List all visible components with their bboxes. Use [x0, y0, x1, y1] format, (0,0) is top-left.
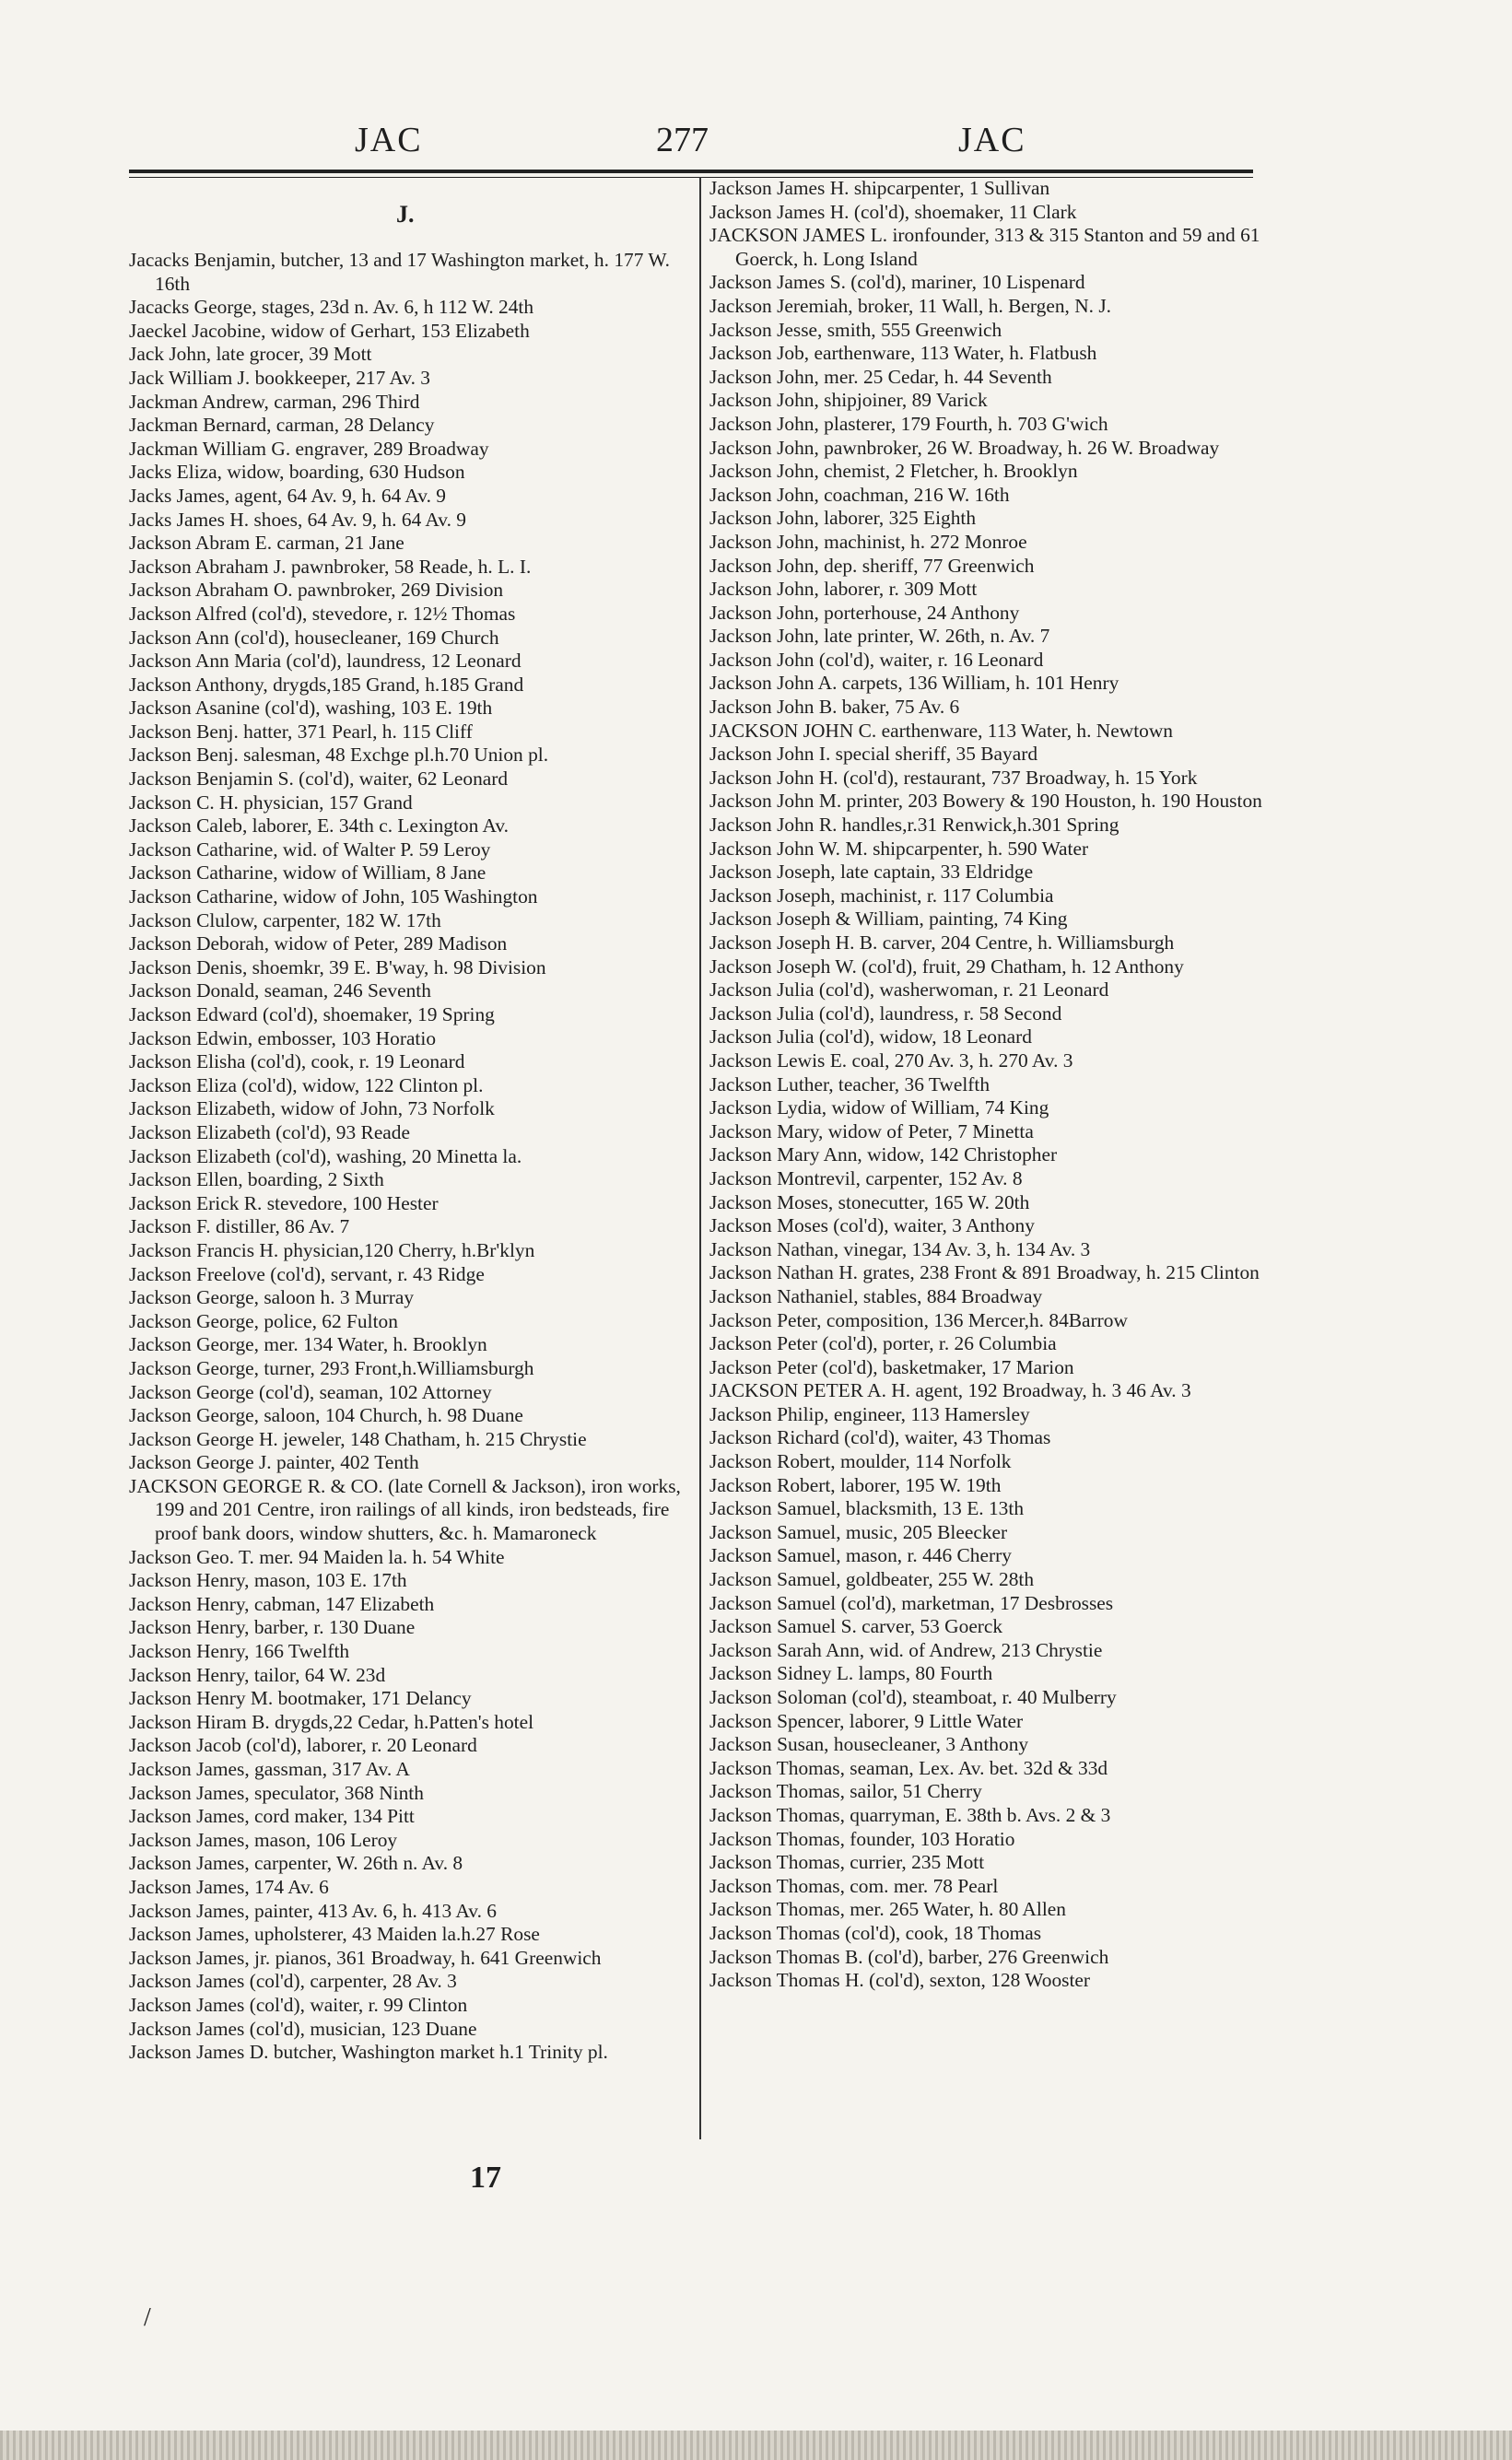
directory-entry: Jackson Samuel, music, 205 Bleecker: [709, 1520, 1008, 1543]
directory-entry: Jackson James H. shipcarpenter, 1 Sullivan: [709, 177, 1050, 199]
directory-entry: Jackson Denis, shoemkr, 39 E. B'way, h. 98 Division: [129, 955, 546, 978]
directory-entry: Jackson Geo. T. mer. 94 Maiden la. h. 54 White: [129, 1545, 505, 1568]
directory-entry: Jackson Henry, 166 Twelfth: [129, 1640, 350, 1663]
directory-entry: Jackson Robert, laborer, 195 W. 19th: [709, 1473, 1002, 1496]
directory-entry: Jackson Jacob (col'd), laborer, r. 20 Leonard: [129, 1734, 477, 1757]
directory-entry: Jackson Henry, tailor, 64 W. 23d: [129, 1663, 386, 1686]
directory-entry: Jackson James, speculator, 368 Ninth: [129, 1781, 424, 1804]
directory-entry: Jackson Nathan H. grates, 238 Front & 891 Broadway, h. 215 Clinton: [709, 1261, 1260, 1284]
directory-entry: Jackson James, jr. pianos, 361 Broadway, h. 641 Greenwich: [129, 1946, 602, 1969]
directory-entry: Jackson Erick R. stevedore, 100 Hester: [129, 1191, 439, 1214]
directory-entry: Jackson Peter (col'd), porter, r. 26 Columbia: [709, 1332, 1057, 1355]
directory-entry: Jackson John A. carpets, 136 William, h. 101 Henry: [709, 672, 1119, 695]
directory-entry: Jackson Elizabeth, widow of John, 73 Norfolk: [129, 1097, 495, 1120]
directory-entry: Jackson George, saloon, 104 Church, h. 98 Duane: [129, 1404, 523, 1427]
directory-entry: Jackson Elizabeth (col'd), washing, 20 Minetta la.: [129, 1144, 522, 1167]
directory-entry: Jackson James, upholsterer, 43 Maiden la.h.27 Rose: [129, 1923, 540, 1946]
directory-entry: JACKSON JAMES L. ironfounder, 313 & 315 Stanton and 59 and 61 Goerck, h. Long Island: [709, 224, 1260, 270]
directory-entry: Jackson Freelove (col'd), servant, r. 43 Ridge: [129, 1262, 485, 1285]
directory-entry: Jackson James H. (col'd), shoemaker, 11 Clark: [709, 200, 1077, 223]
directory-entry: Jackson Jeremiah, broker, 11 Wall, h. Bergen, N. J.: [709, 294, 1112, 317]
directory-entry: Jackson Montrevil, carpenter, 152 Av. 8: [709, 1166, 1023, 1189]
directory-entry: Jackson Thomas, seaman, Lex. Av. bet. 32d & 33d: [709, 1756, 1108, 1779]
directory-entry: Jackson Samuel (col'd), marketman, 17 Desbrosses: [709, 1591, 1114, 1614]
directory-entry: Jackson C. H. physician, 157 Grand: [129, 791, 413, 814]
directory-entry: Jackson Lewis E. coal, 270 Av. 3, h. 270 Av. 3: [709, 1048, 1073, 1072]
directory-entry: Jacks James, agent, 64 Av. 9, h. 64 Av. 9: [129, 484, 446, 507]
directory-entry: Jackson Edwin, embosser, 103 Horatio: [129, 1026, 437, 1049]
directory-entry: Jackson Abram E. carman, 21 Jane: [129, 532, 404, 555]
directory-entry: Jackson Donald, seaman, 246 Seventh: [129, 979, 431, 1002]
directory-entry: Jackson James, painter, 413 Av. 6, h. 413 Av. 6: [129, 1899, 497, 1922]
directory-entry: Jackson Luther, teacher, 36 Twelfth: [709, 1072, 990, 1095]
directory-entry: Jackson John, chemist, 2 Fletcher, h. Brooklyn: [709, 460, 1078, 483]
directory-entry: Jackson John, coachman, 216 W. 16th: [709, 483, 1010, 506]
directory-entry: Jackson F. distiller, 86 Av. 7: [129, 1215, 350, 1238]
directory-entry: Jackson Thomas, com. mer. 78 Pearl: [709, 1874, 999, 1897]
directory-entry: Jackson Spencer, laborer, 9 Little Water: [709, 1709, 1024, 1732]
directory-entry: Jackman Andrew, carman, 296 Third: [129, 390, 420, 413]
scan-edge: [0, 2431, 1512, 2460]
directory-entry: JACKSON JOHN C. earthenware, 113 Water, h. Newtown: [709, 719, 1173, 742]
directory-entry: Jackson Thomas, mer. 265 Water, h. 80 Allen: [709, 1898, 1066, 1921]
directory-entry: Jackson Abraham O. pawnbroker, 269 Division: [129, 579, 504, 602]
signature-number: 17: [470, 2161, 501, 2195]
directory-entry: Jackson Elizabeth (col'd), 93 Reade: [129, 1120, 410, 1143]
directory-entry: Jackson James D. butcher, Washington market h.1 Trinity pl.: [129, 2041, 608, 2064]
directory-entry: Jackson George, saloon h. 3 Murray: [129, 1286, 415, 1309]
directory-entry: Jackson Catharine, widow of William, 8 Jane: [129, 861, 486, 884]
directory-entry: Jackson Lydia, widow of William, 74 King: [709, 1096, 1049, 1119]
page-number: 277: [656, 121, 709, 159]
directory-entry: Jackman William G. engraver, 289 Broadway: [129, 437, 489, 460]
directory-entry: Jackson Abraham J. pawnbroker, 58 Reade, h. L. I.: [129, 555, 532, 578]
directory-entry: Jackson Thomas, quarryman, E. 38th b. Avs. 2 & 3: [709, 1803, 1111, 1826]
directory-entry: Jackson Eliza (col'd), widow, 122 Clinton pl.: [129, 1073, 484, 1096]
running-header: [129, 120, 1253, 166]
directory-entry: Jackson Samuel S. carver, 53 Goerck: [709, 1615, 1003, 1638]
directory-entry: Jackson Mary, widow of Peter, 7 Minetta: [709, 1119, 1034, 1142]
directory-entry: Jackson Hiram B. drygds,22 Cedar, h.Patten's hotel: [129, 1710, 534, 1733]
directory-entry: Jackson Job, earthenware, 113 Water, h. Flatbush: [709, 342, 1097, 365]
directory-entry: Jackson George, mer. 134 Water, h. Brooklyn: [129, 1333, 487, 1356]
directory-entry: Jackson Ann (col'd), housecleaner, 169 Church: [129, 626, 499, 649]
directory-entry: Jackson John (col'd), waiter, r. 16 Leonard: [709, 648, 1044, 671]
directory-entry: Jackson Francis H. physician,120 Cherry, h.Br'klyn: [129, 1238, 535, 1261]
directory-entry: Jackson John, shipjoiner, 89 Varick: [709, 389, 988, 412]
section-letter: J.: [396, 201, 415, 228]
directory-entry: Jackson John B. baker, 75 Av. 6: [709, 696, 960, 719]
directory-entry: Jackman Bernard, carman, 28 Delancy: [129, 414, 435, 437]
directory-entry: Jackson Thomas, sailor, 51 Cherry: [709, 1780, 982, 1803]
directory-entry: Jackson Sarah Ann, wid. of Andrew, 213 Chrystie: [709, 1638, 1103, 1661]
directory-entry: Jackson Philip, engineer, 113 Hamersley: [709, 1402, 1030, 1425]
directory-entry: Jackson Deborah, widow of Peter, 289 Madison: [129, 932, 508, 955]
directory-entry: Jackson Benj. hatter, 371 Pearl, h. 115 Cliff: [129, 720, 473, 743]
directory-entry: Jackson Susan, housecleaner, 3 Anthony: [709, 1733, 1029, 1756]
directory-entry: Jaeckel Jacobine, widow of Gerhart, 153 Elizabeth: [129, 319, 530, 342]
directory-entry: Jackson Thomas (col'd), cook, 18 Thomas: [709, 1921, 1042, 1944]
directory-entry: Jackson Robert, moulder, 114 Norfolk: [709, 1450, 1012, 1473]
header-right-catchword: JAC: [958, 121, 1026, 159]
directory-entry: Jackson John W. M. shipcarpenter, h. 590 Water: [709, 837, 1089, 860]
directory-entry: Jack John, late grocer, 39 Mott: [129, 343, 372, 366]
directory-entry: Jackson Joseph, machinist, r. 117 Columbia: [709, 884, 1054, 907]
directory-entry: Jackson Edward (col'd), shoemaker, 19 Spring: [129, 1003, 495, 1025]
directory-entry: Jackson Nathan, vinegar, 134 Av. 3, h. 134 Av. 3: [709, 1237, 1091, 1260]
directory-entry: Jackson Samuel, blacksmith, 13 E. 13th: [709, 1497, 1025, 1520]
directory-entry: Jackson John H. (col'd), restaurant, 737 Broadway, h. 15 York: [709, 766, 1198, 789]
directory-entry: Jackson Julia (col'd), laundress, r. 58 Second: [709, 1002, 1062, 1025]
directory-entry: Jackson John, plasterer, 179 Fourth, h. 703 G'wich: [709, 412, 1108, 435]
directory-entry: Jacks James H. shoes, 64 Av. 9, h. 64 Av. 9: [129, 508, 466, 531]
header-rule-thick: [129, 170, 1253, 173]
directory-entry: Jackson Asanine (col'd), washing, 103 E. 19th: [129, 697, 493, 720]
directory-entry: Jackson Henry, cabman, 147 Elizabeth: [129, 1592, 435, 1615]
directory-entry: Jacacks George, stages, 23d n. Av. 6, h 112 W. 24th: [129, 296, 534, 319]
directory-entry: Jackson Henry M. bootmaker, 171 Delancy: [129, 1687, 472, 1710]
directory-entry: Jackson John M. printer, 203 Bowery & 190 Houston, h. 190 Houston: [709, 790, 1262, 813]
directory-entry: Jackson John, laborer, r. 309 Mott: [709, 578, 978, 601]
directory-entry: Jackson Sidney L. lamps, 80 Fourth: [709, 1662, 993, 1685]
directory-entry: JACKSON GEORGE R. & CO. (late Cornell & Jackson), iron works, 199 and 201 Centre, iron railings of all kinds, iron bedsteads, fire proof bank doors, window shutters, &c. h. Mamaroneck: [129, 1474, 681, 1545]
directory-entry: Jackson John, machinist, h. 272 Monroe: [709, 530, 1027, 553]
directory-entry: Jackson George J. painter, 402 Tenth: [129, 1451, 419, 1474]
directory-entry: Jackson James (col'd), musician, 123 Duane: [129, 2017, 477, 2040]
stray-pen-mark: /: [144, 2303, 151, 2332]
directory-entry: Jackson Caleb, laborer, E. 34th c. Lexington Av.: [129, 814, 509, 838]
directory-entry: Jackson Thomas, currier, 235 Mott: [709, 1851, 985, 1874]
directory-entry: Jackson Alfred (col'd), stevedore, r. 12½ Thomas: [129, 602, 516, 625]
directory-entry: Jackson Julia (col'd), widow, 18 Leonard: [709, 1025, 1032, 1048]
directory-entry: Jackson Nathaniel, stables, 884 Broadway: [709, 1284, 1043, 1307]
directory-entry: Jackson Catharine, wid. of Walter P. 59 Leroy: [129, 838, 491, 861]
left-column: [129, 249, 691, 2065]
directory-entry: Jackson Joseph & William, painting, 74 King: [709, 908, 1068, 931]
directory-entry: Jackson Ellen, boarding, 2 Sixth: [129, 1168, 384, 1191]
directory-entry: Jackson Samuel, mason, r. 446 Cherry: [709, 1544, 1012, 1567]
directory-entry: Jackson Joseph H. B. carver, 204 Centre, h. Williamsburgh: [709, 931, 1175, 954]
directory-entry: Jackson Henry, mason, 103 E. 17th: [129, 1569, 407, 1592]
directory-entry: Jackson Moses (col'd), waiter, 3 Anthony: [709, 1214, 1035, 1237]
directory-entry: Jackson Soloman (col'd), steamboat, r. 40 Mulberry: [709, 1686, 1117, 1708]
directory-entry: Jackson Samuel, goldbeater, 255 W. 28th: [709, 1568, 1035, 1591]
directory-entry: Jackson Henry, barber, r. 130 Duane: [129, 1616, 416, 1639]
directory-entry: Jackson Benj. salesman, 48 Exchge pl.h.70 Union pl.: [129, 744, 549, 767]
directory-entry: Jackson John, pawnbroker, 26 W. Broadway, h. 26 W. Broadway: [709, 436, 1220, 459]
directory-entry: Jackson James S. (col'd), mariner, 10 Lispenard: [709, 271, 1085, 294]
directory-entry: Jackson Richard (col'd), waiter, 43 Thomas: [709, 1426, 1051, 1449]
directory-entry: Jackson Clulow, carpenter, 182 W. 17th: [129, 908, 441, 931]
directory-entry: Jackson James, carpenter, W. 26th n. Av. 8: [129, 1852, 463, 1875]
directory-entry: Jackson Anthony, drygds,185 Grand, h.185 Grand: [129, 673, 524, 696]
directory-entry: Jackson George H. jeweler, 148 Chatham, h. 215 Chrystie: [129, 1427, 587, 1450]
directory-entry: Jackson John R. handles,r.31 Renwick,h.301 Spring: [709, 814, 1119, 837]
directory-entry: Jackson Moses, stonecutter, 165 W. 20th: [709, 1190, 1030, 1213]
directory-entry: Jackson George (col'd), seaman, 102 Attorney: [129, 1380, 492, 1403]
directory-entry: Jackson Joseph, late captain, 33 Eldridge: [709, 861, 1034, 884]
directory-entry: Jacacks Benjamin, butcher, 13 and 17 Washington market, h. 177 W. 16th: [129, 249, 670, 295]
directory-entry: Jackson Thomas H. (col'd), sexton, 128 Wooster: [709, 1969, 1091, 1992]
directory-entry: Jackson John, late printer, W. 26th, n. Av. 7: [709, 625, 1050, 648]
directory-entry: Jackson Thomas, founder, 103 Horatio: [709, 1827, 1015, 1850]
directory-entry: Jackson James (col'd), waiter, r. 99 Clinton: [129, 1993, 468, 2016]
header-left-catchword: JAC: [355, 121, 423, 159]
directory-entry: Jackson Elisha (col'd), cook, r. 19 Leonard: [129, 1050, 465, 1073]
directory-entry: Jackson George, police, 62 Fulton: [129, 1309, 398, 1332]
directory-entry: Jackson James, cord maker, 134 Pitt: [129, 1805, 415, 1828]
directory-entry: JACKSON PETER A. H. agent, 192 Broadway, h. 3 46 Av. 3: [709, 1379, 1191, 1402]
directory-entry: Jackson Jesse, smith, 555 Greenwich: [709, 318, 1002, 341]
directory-entry: Jackson John, mer. 25 Cedar, h. 44 Seventh: [709, 365, 1052, 388]
directory-entry: Jackson Benjamin S. (col'd), waiter, 62 Leonard: [129, 767, 509, 791]
directory-entry: Jackson Catharine, widow of John, 105 Washington: [129, 885, 538, 908]
directory-entry: Jackson James, mason, 106 Leroy: [129, 1828, 398, 1851]
directory-entry: Jackson George, turner, 293 Front,h.Williamsburgh: [129, 1356, 534, 1379]
directory-entry: Jackson Joseph W. (col'd), fruit, 29 Chatham, h. 12 Anthony: [709, 955, 1184, 978]
directory-entry: Jackson James (col'd), carpenter, 28 Av. 3: [129, 1970, 457, 1993]
right-column: [709, 177, 1281, 1993]
directory-entry: Jackson John, dep. sheriff, 77 Greenwich: [709, 554, 1035, 577]
directory-entry: Jackson James, gassman, 317 Av. A: [129, 1758, 410, 1780]
directory-entry: Jackson John I. special sheriff, 35 Bayard: [709, 743, 1038, 766]
directory-entry: Jacks Eliza, widow, boarding, 630 Hudson: [129, 461, 465, 484]
directory-entry: Jackson John, porterhouse, 24 Anthony: [709, 601, 1020, 624]
directory-entry: Jackson Julia (col'd), washerwoman, r. 21 Leonard: [709, 978, 1109, 1002]
directory-entry: Jack William J. bookkeeper, 217 Av. 3: [129, 366, 430, 389]
column-divider: [699, 177, 701, 2139]
directory-entry: Jackson James, 174 Av. 6: [129, 1875, 329, 1898]
directory-entry: Jackson Peter (col'd), basketmaker, 17 Marion: [709, 1355, 1074, 1378]
directory-entry: Jackson Ann Maria (col'd), laundress, 12 Leonard: [129, 650, 522, 673]
directory-entry: Jackson Mary Ann, widow, 142 Christopher: [709, 1143, 1058, 1166]
directory-entry: Jackson John, laborer, 325 Eighth: [709, 507, 977, 530]
directory-entry: Jackson Thomas B. (col'd), barber, 276 Greenwich: [709, 1945, 1109, 1968]
directory-entry: Jackson Peter, composition, 136 Mercer,h. 84Barrow: [709, 1308, 1128, 1331]
